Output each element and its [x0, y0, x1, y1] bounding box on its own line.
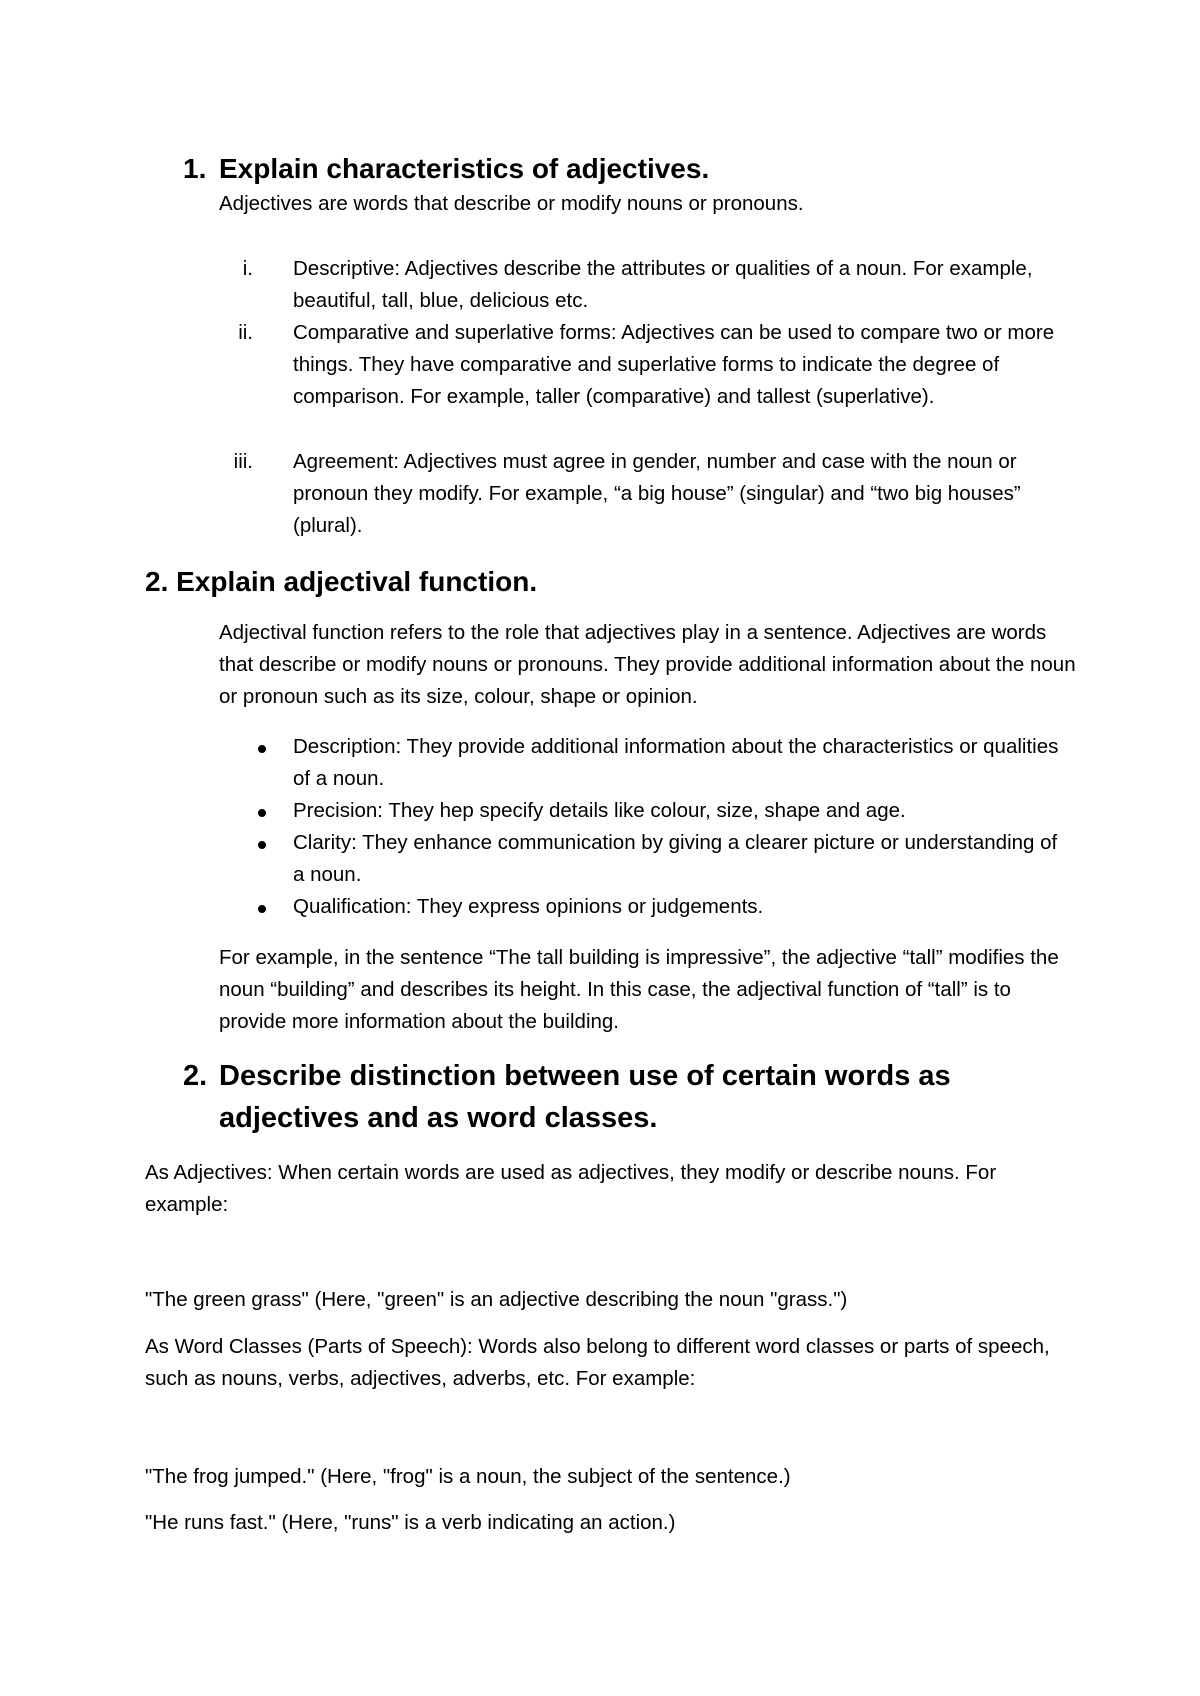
bullet-icon — [258, 745, 266, 753]
example-frog: "The frog jumped." (Here, "frog" is a noun, the subject of the sentence.) — [145, 1465, 791, 1488]
example-green: "The green grass" (Here, "green" is an adjective describing the noun "grass.") — [145, 1288, 848, 1311]
section1-number: 1. — [183, 153, 207, 184]
as-adjectives-paragraph: As Adjectives: When certain words are used as adjectives, they modify or describe nouns. For example: — [145, 1161, 997, 1216]
section2-heading: 2. Explain adjectival function. — [145, 566, 538, 597]
bullet-icon — [258, 905, 266, 913]
example-runs: "He runs fast." (Here, "runs" is a verb indicating an action.) — [145, 1511, 676, 1534]
list-item: Descriptive: Adjectives describe the attributes or qualities of a noun. For example, beautiful, tall, blue, delicious etc. — [293, 257, 1033, 312]
section1-heading: Explain characteristics of adjectives. — [219, 153, 710, 184]
list-item: Description: They provide additional information about the characteristics or qualities of a noun. — [293, 735, 1059, 790]
list-marker: i. — [242, 257, 253, 280]
bullet-icon — [258, 809, 266, 817]
list-item: Agreement: Adjectives must agree in gender, number and case with the noun or pronoun they modify. For example, “a big house” (singular) and “two big houses” (plural). — [293, 450, 1021, 537]
section3-number: 2. — [183, 1060, 208, 1092]
list-marker: iii. — [233, 450, 253, 473]
list-marker: ii. — [238, 321, 253, 344]
section2-example: For example, in the sentence “The tall building is impressive”, the adjective “tall” modifies the noun “building” and describes its height. In this case, the adjectival function of “tall” is to provide more information about the building. — [219, 946, 1059, 1033]
list-item: Comparative and superlative forms: Adjectives can be used to compare two or more things. They have comparative and superlative forms to indicate the degree of comparison. For example, taller (comparative) and tallest (superlative). — [293, 321, 1055, 408]
as-word-classes-paragraph: As Word Classes (Parts of Speech): Words also belong to different word classes or parts of speech, such as nouns, verbs, adjectives, adverbs, etc. For example: — [145, 1335, 1050, 1390]
list-item: Clarity: They enhance communication by giving a clearer picture or understanding of a noun. — [293, 831, 1058, 886]
section3-heading: Describe distinction between use of certain words as adjectives and as word classes. — [219, 1060, 951, 1134]
bullet-icon — [258, 841, 266, 849]
section2-intro: Adjectival function refers to the role that adjectives play in a sentence. Adjectives are words that describe or modify nouns or pronouns. They provide additional information about the noun or pronoun such as its size, colour, shape or opinion. — [219, 621, 1076, 708]
section1-intro: Adjectives are words that describe or modify nouns or pronouns. — [219, 192, 804, 215]
list-item: Qualification: They express opinions or judgements. — [293, 895, 764, 918]
list-item: Precision: They hep specify details like colour, size, shape and age. — [293, 799, 906, 822]
